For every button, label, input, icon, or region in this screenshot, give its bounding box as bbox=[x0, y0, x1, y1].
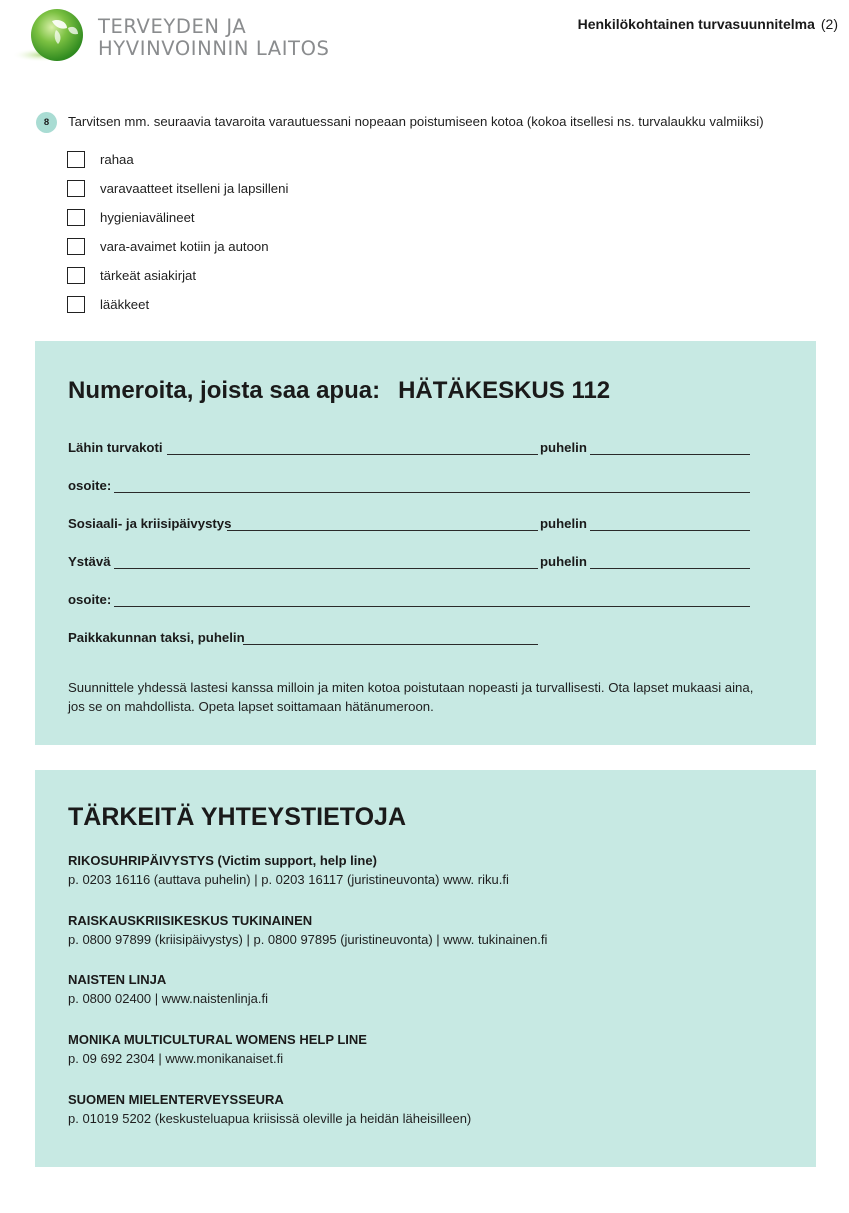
shelter-address-label: osoite: bbox=[68, 478, 112, 493]
contact-name: RIKOSUHRIPÄIVYSTYS (Victim support, help line) bbox=[68, 853, 377, 868]
checklist-item-rahaa bbox=[67, 145, 288, 174]
checklist-label: rahaa bbox=[100, 152, 134, 167]
logo-wordmark bbox=[98, 16, 330, 60]
checklist-item-vara-avaimet bbox=[67, 232, 288, 261]
shelter-name-field[interactable] bbox=[167, 454, 538, 455]
numbers-heading-text: Numeroita, joista saa apua: bbox=[68, 377, 381, 404]
taxi-label: Paikkakunnan taksi, puhelin bbox=[68, 630, 245, 645]
checklist-label: vara-avaimet kotiin ja autoon bbox=[100, 239, 269, 254]
checklist bbox=[67, 145, 288, 319]
contact-name: NAISTEN LINJA bbox=[68, 972, 167, 987]
friend-phone-field[interactable] bbox=[590, 568, 750, 569]
checklist-item-varavaatteet bbox=[67, 174, 288, 203]
contact-name: RAISKAUSKRIISIKESKUS TUKINAINEN bbox=[68, 913, 313, 928]
checklist-label: lääkkeet bbox=[100, 297, 150, 312]
checkbox[interactable] bbox=[67, 180, 85, 197]
friend-address-field[interactable] bbox=[114, 606, 750, 607]
crisis-name-field[interactable] bbox=[227, 530, 538, 531]
document-title bbox=[578, 16, 838, 32]
numbers-heading bbox=[68, 377, 610, 405]
shelter-phone-field[interactable] bbox=[590, 454, 750, 455]
contact-rikosuhripaivystys bbox=[68, 852, 509, 890]
checkbox[interactable] bbox=[67, 151, 85, 168]
contact-info: p. 0203 16116 (auttava puhelin) | p. 0203 16117 (juristineuvonta) www. riku.fi bbox=[68, 872, 509, 887]
checkbox[interactable] bbox=[67, 267, 85, 284]
checkbox[interactable] bbox=[67, 238, 85, 255]
taxi-phone-field[interactable] bbox=[243, 644, 538, 645]
friend-label: Ystävä bbox=[68, 554, 111, 569]
contact-info: p. 0800 97899 (kriisipäivystys) | p. 0800 97895 (juristineuvonta) | www. tukinainen.fi bbox=[68, 932, 548, 947]
emergency-numbers-panel bbox=[35, 341, 816, 745]
contact-monika bbox=[68, 1031, 367, 1069]
logo-line-1: TERVEYDEN JA bbox=[98, 15, 247, 38]
checklist-item-hygieniavalineet bbox=[67, 203, 288, 232]
checkbox[interactable] bbox=[67, 296, 85, 313]
question-number-badge: 8 bbox=[36, 112, 57, 133]
emergency-number: HÄTÄKESKUS 112 bbox=[398, 377, 611, 404]
logo-line-2: HYVINVOINNIN LAITOS bbox=[98, 37, 330, 60]
logo-sphere-icon bbox=[12, 6, 92, 66]
checklist-label: varavaatteet itselleni ja lapsilleni bbox=[100, 181, 289, 196]
contact-name: MONIKA MULTICULTURAL WOMENS HELP LINE bbox=[68, 1032, 367, 1047]
contact-mielenterveysseura bbox=[68, 1091, 471, 1129]
contacts-heading: TÄRKEITÄ YHTEYSTIETOJA bbox=[68, 803, 407, 831]
friend-address-label: osoite: bbox=[68, 592, 112, 607]
crisis-label: Sosiaali- ja kriisipäivystys bbox=[68, 516, 232, 531]
question-text: Tarvitsen mm. seuraavia tavaroita varautuessani nopeaan poistumiseen kotoa (kokoa itsellesi ns. turvalaukku valmiiksi) bbox=[68, 114, 764, 129]
contact-info: p. 01019 5202 (keskusteluapua kriisissä oleville ja heidän läheisilleen) bbox=[68, 1111, 472, 1126]
contact-naisten-linja bbox=[68, 971, 268, 1009]
important-contacts-panel bbox=[35, 770, 816, 1167]
contact-info: p. 09 692 2304 | www.monikanaiset.fi bbox=[68, 1051, 284, 1066]
thl-logo bbox=[12, 6, 352, 66]
friend-name-field[interactable] bbox=[114, 568, 538, 569]
safety-note: Suunnittele yhdessä lastesi kanssa milloin ja miten kotoa poistutaan nopeasti ja turvallisesti. Ota lapset mukaasi aina, jos se on mahdollista. Opeta lapset soittamaan hätänumeroon. bbox=[68, 680, 754, 714]
crisis-phone-field[interactable] bbox=[590, 530, 750, 531]
contact-tukinainen bbox=[68, 912, 547, 950]
shelter-label: Lähin turvakoti bbox=[68, 440, 163, 455]
shelter-address-field[interactable] bbox=[114, 492, 750, 493]
shelter-phone-label: puhelin bbox=[540, 440, 587, 455]
contact-name: SUOMEN MIELENTERVEYSSEURA bbox=[68, 1092, 284, 1107]
document-title-text: Henkilökohtainen turvasuunnitelma bbox=[577, 16, 815, 32]
checklist-label: hygieniavälineet bbox=[100, 210, 195, 225]
checklist-item-asiakirjat bbox=[67, 261, 288, 290]
page-number: (2) bbox=[820, 16, 838, 32]
friend-phone-label: puhelin bbox=[540, 554, 587, 569]
checkbox[interactable] bbox=[67, 209, 85, 226]
crisis-phone-label: puhelin bbox=[540, 516, 587, 531]
contact-info: p. 0800 02400 | www.naistenlinja.fi bbox=[68, 991, 268, 1006]
checklist-label: tärkeät asiakirjat bbox=[100, 268, 197, 283]
checklist-item-laakkeet bbox=[67, 290, 288, 319]
